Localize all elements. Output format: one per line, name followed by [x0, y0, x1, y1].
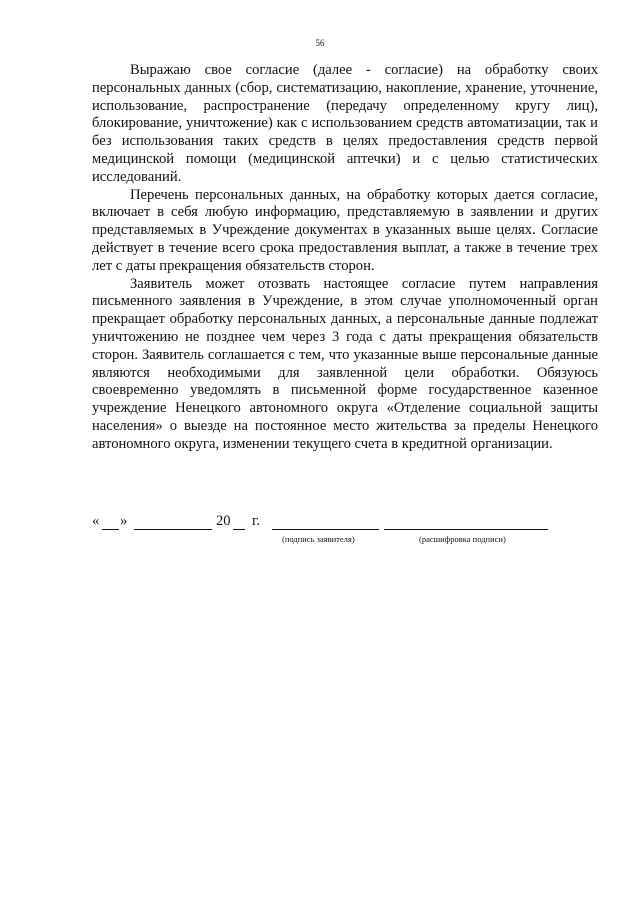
- date-year-prefix: 20: [216, 513, 231, 529]
- signature-blank[interactable]: [272, 529, 379, 530]
- signature-block: [92, 513, 562, 553]
- date-year-blank[interactable]: [233, 529, 245, 530]
- date-day-blank[interactable]: [102, 529, 119, 530]
- consent-text: [92, 62, 598, 454]
- decoding-blank[interactable]: [384, 529, 548, 530]
- date-open-quote: «: [92, 513, 100, 529]
- consent-paragraph-1: Выражаю свое согласие (далее - согласие) на обработку своих персональных данных (сбор, систематизацию, накопление, хранение, уточнение, использование, распространение (передачу определенному кругу лиц), блокирование, уничтожение) как с использованием средств автоматизации, так и без использования таких средств в целях предоставления средств первой медицинской помощи (медицинской аптечки) и с целью статистических исследований.: [92, 62, 598, 185]
- date-year-suffix: г.: [252, 513, 260, 529]
- caption-signature: (подпись заявителя): [282, 534, 355, 544]
- caption-decoding: (расшифровка подписи): [419, 534, 506, 544]
- consent-paragraph-2: Перечень персональных данных, на обработку которых дается согласие, включает в себя любую информацию, представляемую в заявлении и других представляемых в Учреждение документах в указанных выше целях. Согласие действует в течение всего срока предоставления выплат, а также в течение трех лет с даты прекращения обязательств сторон.: [92, 186, 598, 274]
- date-close-quote: »: [120, 513, 128, 529]
- date-month-blank[interactable]: [134, 529, 212, 530]
- page-number: 56: [315, 38, 325, 48]
- consent-paragraph-3: Заявитель может отозвать настоящее согласие путем направления письменного заявления в Учреждение, в этом случае уполномоченный орган прекращает обработку персональных данных, а персональные данные подлежат уничтожению не позднее чем через 3 года с даты прекращения обязательств сторон. Заявитель соглашается с тем, что указанные выше персональные данные являются необходимыми для заявленной цели обработки. Обязуюсь своевременно уведомлять в письменной форме государственное казенное учреждение Ненецкого автономного округа «Отделение социальной защиты населения» о выезде на постоянное место жительства за пределы Ненецкого автономного округа, изменении текущего счета в кредитной организации.: [92, 275, 598, 452]
